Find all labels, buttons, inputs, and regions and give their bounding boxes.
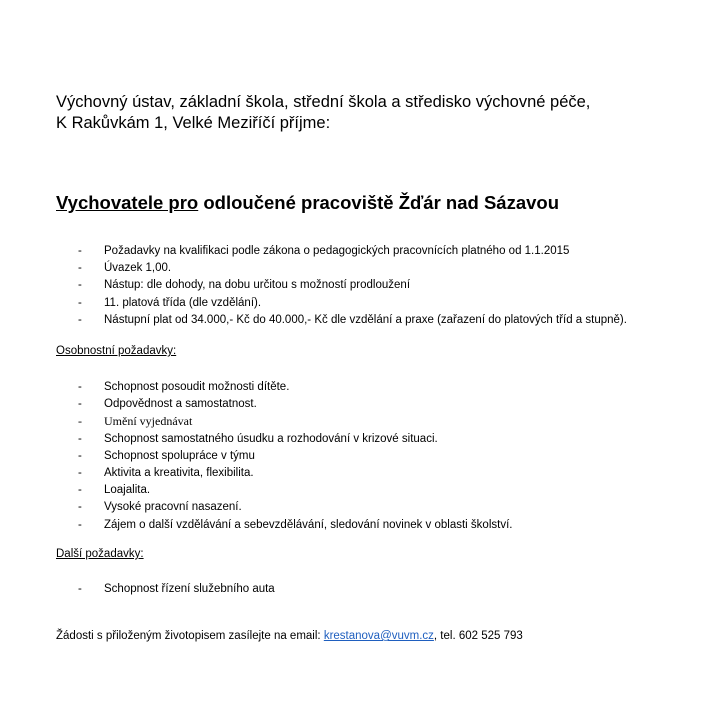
contact-prefix: Žádosti s přiloženým životopisem zasílejte na email: bbox=[56, 630, 324, 642]
intro-line-1: Výchovný ústav, základní škola, střední škola a středisko výchovné péče, bbox=[56, 93, 591, 111]
list-item-text: Loajalita. bbox=[104, 484, 151, 497]
list-item bbox=[78, 465, 512, 482]
personal-requirements-heading: Osobnostní požadavky: bbox=[56, 345, 177, 357]
dash-bullet: - bbox=[78, 262, 82, 275]
list-item bbox=[78, 396, 512, 413]
job-title bbox=[56, 192, 559, 214]
dash-bullet: - bbox=[78, 466, 82, 479]
dash-bullet: - bbox=[78, 518, 82, 531]
list-item bbox=[78, 243, 627, 260]
dash-bullet: - bbox=[78, 501, 82, 514]
dash-bullet: - bbox=[78, 313, 82, 326]
list-item bbox=[78, 413, 512, 430]
dash-bullet: - bbox=[78, 245, 82, 257]
list-item bbox=[78, 379, 512, 396]
list-item-text: Nástup: dle dohody, na dobu určitou s možností prodloužení bbox=[104, 279, 411, 292]
job-title-underlined: Vychovatele pro bbox=[56, 192, 199, 213]
list-item bbox=[78, 295, 627, 312]
dash-bullet: - bbox=[78, 381, 82, 393]
contact-line bbox=[56, 630, 523, 642]
list-item bbox=[78, 499, 512, 516]
list-item bbox=[78, 260, 627, 277]
list-item-text: Úvazek 1,00. bbox=[104, 262, 172, 275]
list-item-text: Požadavky na kvalifikaci podle zákona o pedagogických pracovnících platného od 1.1.2015 bbox=[104, 245, 570, 257]
dash-bullet: - bbox=[78, 296, 82, 309]
dash-bullet: - bbox=[78, 432, 82, 445]
list-item-text: Schopnost samostatného úsudku a rozhodování v krizové situaci. bbox=[104, 432, 438, 445]
dash-bullet: - bbox=[78, 398, 82, 411]
list-item-text: 11. platová třída (dle vzdělání). bbox=[104, 296, 262, 309]
list-item bbox=[78, 482, 512, 499]
list-item-text: Nástupní plat od 34.000,- Kč do 40.000,- Kč dle vzdělání a praxe (zařazení do platových tříd a stupně). bbox=[104, 313, 627, 326]
dash-bullet: - bbox=[78, 414, 82, 429]
list-item-text: Schopnost řízení služebního auta bbox=[104, 583, 275, 595]
list-item-text: Aktivita a kreativita, flexibilita. bbox=[104, 466, 254, 479]
dash-bullet: - bbox=[78, 279, 82, 292]
intro-line-2: K Rakůvkám 1, Velké Meziříčí příjme: bbox=[56, 114, 331, 132]
list-item-text: Zájem o další vzdělávání a sebevzdělávání, sledování novinek v oblasti školství. bbox=[104, 518, 513, 531]
list-item bbox=[78, 517, 512, 534]
list-item-text: Odpovědnost a samostatnost. bbox=[104, 398, 257, 411]
list-item bbox=[78, 581, 275, 598]
personal-requirements-list bbox=[78, 379, 512, 534]
contact-phone: , tel. 602 525 793 bbox=[433, 630, 523, 642]
list-item-text: Vysoké pracovní nasazení. bbox=[104, 501, 242, 514]
list-item bbox=[78, 277, 627, 294]
list-item bbox=[78, 431, 512, 448]
other-requirements-list bbox=[78, 581, 275, 598]
intro-text bbox=[56, 92, 590, 134]
dash-bullet: - bbox=[78, 583, 82, 595]
dash-bullet: - bbox=[78, 484, 82, 497]
list-item bbox=[78, 448, 512, 465]
list-item-text: Schopnost posoudit možnosti dítěte. bbox=[104, 381, 290, 393]
email-link[interactable]: krestanova@vuvm.cz bbox=[323, 630, 434, 642]
other-requirements-heading: Další požadavky: bbox=[56, 548, 144, 560]
list-item-text: Schopnost spolupráce v týmu bbox=[104, 449, 255, 462]
job-title-rest: odloučené pracoviště Žďár nad Sázavou bbox=[198, 192, 560, 213]
dash-bullet: - bbox=[78, 449, 82, 462]
requirements-list bbox=[78, 243, 627, 329]
list-item-text: Umění vyjednávat bbox=[104, 414, 193, 429]
list-item bbox=[78, 312, 627, 329]
